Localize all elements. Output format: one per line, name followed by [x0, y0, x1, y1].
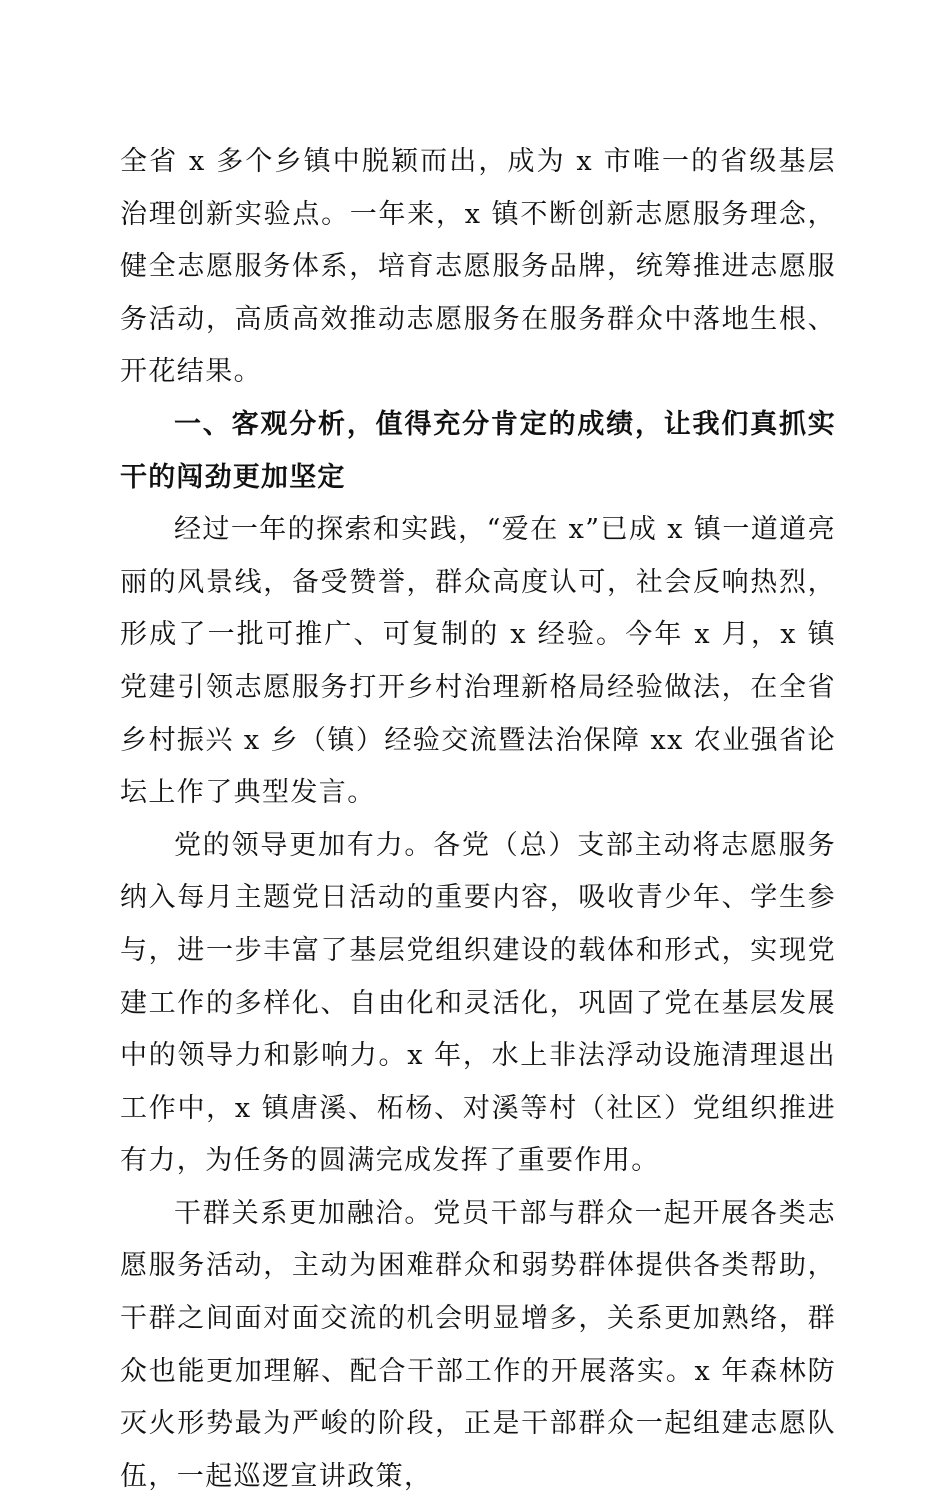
paragraph-cadre-relations: 干群关系更加融洽。党员干部与群众一起开展各类志愿服务活动，主动为困难群众和弱势群体提供各类帮助，干群之间面对面交流的机会明显增多，关系更加熟络，群众也能更加理解、配合干部工作的开展落实。x 年森林防灭火形势最为严峻的阶段，正是干部群众一起组建志愿队伍，一起巡逻宣讲政策，: [120, 1197, 836, 1492]
paragraph-party-leadership: 党的领导更加有力。各党（总）支部主动将志愿服务纳入每月主题党日活动的重要内容，吸收青少年、学生参与，进一步丰富了基层党组织建设的载体和形式，实现党建工作的多样化、自由化和灵活化，巩固了党在基层发展中的领导力和影响力。x 年，水上非法浮动设施清理退出工作中，x 镇唐溪、柘杨、对溪等村（社区）党组织推进有力，为任务的圆满完成发挥了重要作用。: [120, 829, 836, 1177]
paragraph-achievements: 经过一年的探索和实践，“爱在 x”已成 x 镇一道道亮丽的风景线，备受赞誉，群众高度认可，社会反响热烈，形成了一批可推广、可复制的 x 经验。今年 x 月，x 镇党建引领志愿服务打开乡村治理新格局经验做法，在全省乡村振兴 x 乡（镇）经验交流暨法治保障 xx 农业强省论坛上作了典型发言。: [120, 514, 836, 809]
document-body: [120, 136, 836, 1503]
paragraph-continuation: 全省 x 多个乡镇中脱颖而出，成为 x 市唯一的省级基层治理创新实验点。一年来，x 镇不断创新志愿服务理念，健全志愿服务体系，培育志愿服务品牌，统筹推进志愿服务活动，高质高效推动志愿服务在服务群众中落地生根、开花结果。: [120, 146, 836, 388]
section-heading: 一、客观分析，值得充分肯定的成绩，让我们真抓实干的闯劲更加坚定: [120, 408, 836, 493]
